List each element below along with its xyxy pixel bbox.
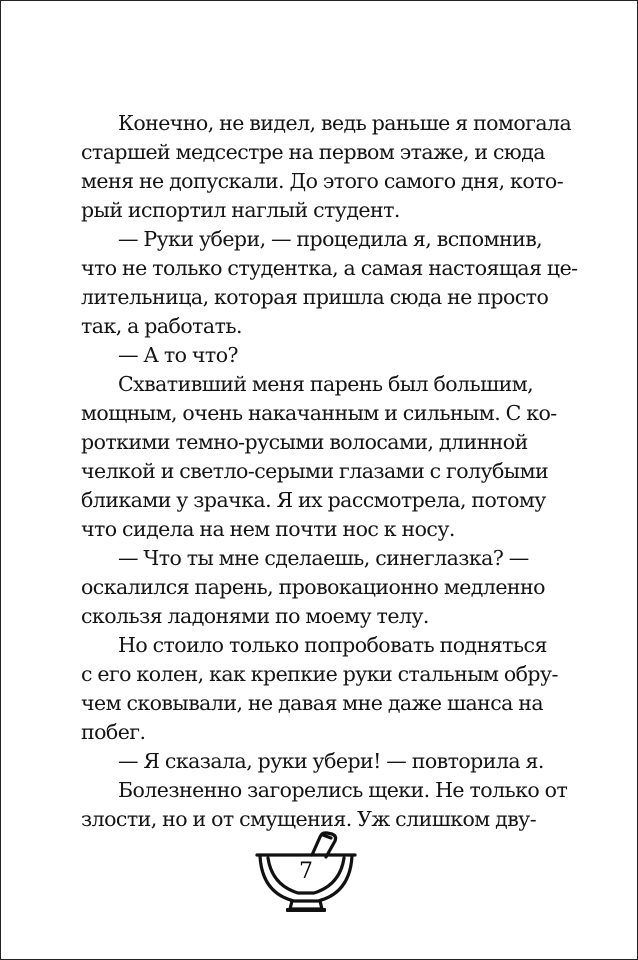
text-line: Но стоило только попробовать подняться [118, 633, 547, 657]
text-line: старшей медсестре на первом этаже, и сюда [81, 140, 545, 164]
text-line: что не только студентка, а самая настоящая це- [81, 256, 578, 280]
text-line: побег. [81, 720, 146, 744]
text-line: так, а работать. [81, 314, 242, 338]
text-line: — Что ты мне сделаешь, синеглазка? — [118, 546, 529, 570]
paragraph [81, 747, 544, 776]
text-line: скользя ладонями по моему телу. [81, 604, 429, 628]
text-line: — А то что? [118, 343, 238, 367]
paragraph [81, 370, 557, 544]
text-line: чем сковывали, не давая мне даже шанса на [81, 691, 544, 715]
paragraph [81, 109, 572, 225]
text-line: Конечно, не видел, ведь раньше я помогала [118, 111, 572, 135]
paragraph [81, 544, 545, 631]
text-line: меня не допускали. До этого самого дня, кото- [81, 169, 564, 193]
text-line: — Руки убери, — процедила я, вспомнив, [118, 227, 543, 251]
text-line: челкой и светло-серыми глазами с голубыми [81, 459, 549, 483]
text-line: Болезненно загорелись щеки. Не только от [118, 778, 568, 802]
paragraph [81, 225, 578, 341]
text-line: злости, но и от смущения. Уж слишком дву- [81, 807, 537, 831]
page-number: 7 [299, 859, 313, 884]
body-text [81, 109, 578, 834]
text-line: — Я сказала, руки убери! — повторила я. [118, 749, 544, 773]
text-line: оскалился парень, провокационно медленно [81, 575, 545, 599]
text-line: рый испортил наглый студент. [81, 198, 400, 222]
text-line: Схвативший меня парень был большим, [118, 372, 534, 396]
paragraph [81, 631, 558, 747]
text-line: лительница, которая пришла сюда не просто [81, 285, 549, 309]
text-line: с его колен, как крепкие руки стальным обру- [81, 662, 558, 686]
text-line: что сидела на нем почти нос к носу. [81, 517, 455, 541]
text-line: бликами у зрачка. Я их рассмотрела, потому [81, 488, 546, 512]
paragraph [81, 341, 524, 370]
text-line: роткими темно-русыми волосами, длинной [81, 430, 528, 454]
text-line: мощным, очень накачанным и сильным. С ко- [81, 401, 557, 425]
